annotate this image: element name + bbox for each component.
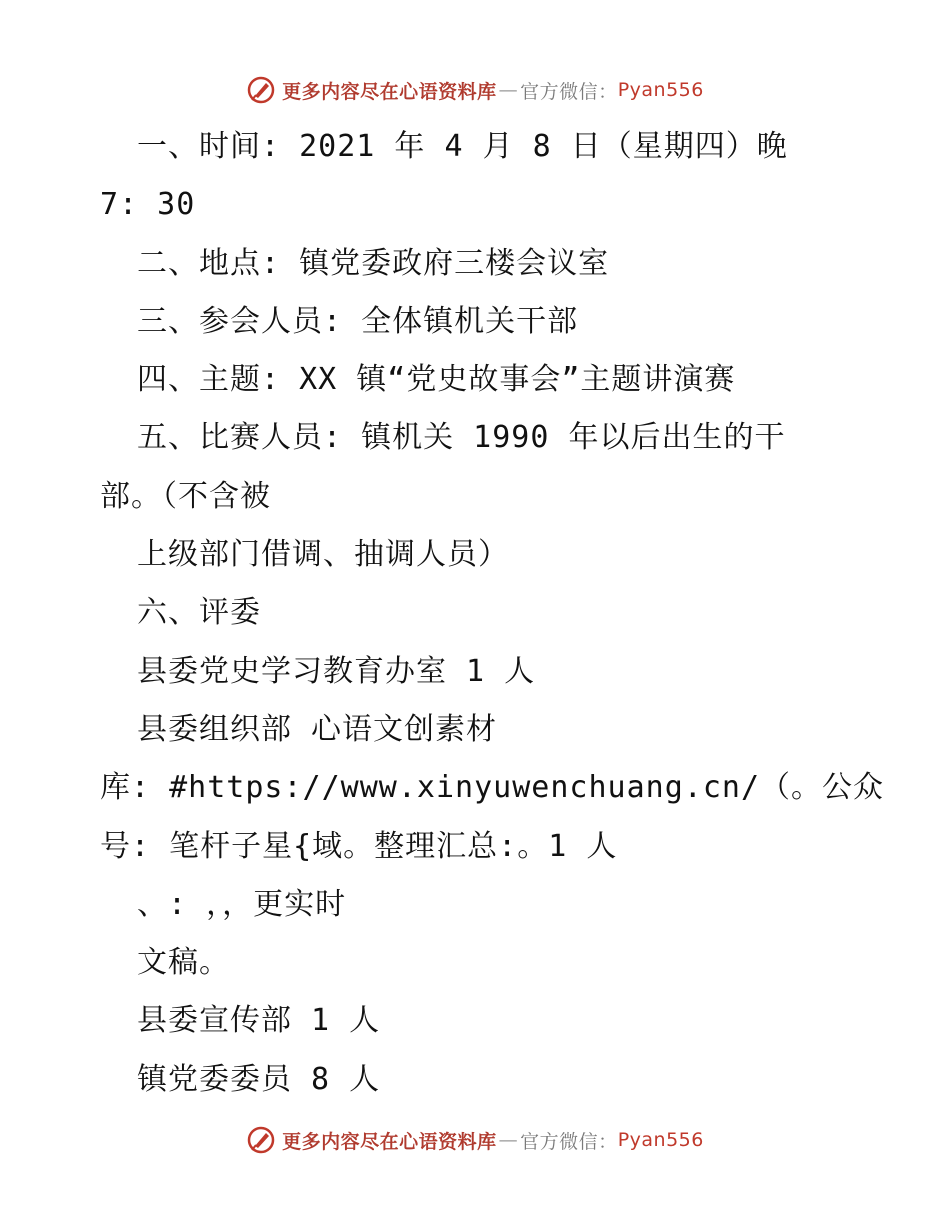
doc-line-judge-2: 县委组织部 心语文创素材 — [137, 711, 498, 747]
quill-logo-icon — [246, 1125, 276, 1155]
doc-line-fragment: 、: ，，更实时 — [137, 886, 347, 922]
watermark-main-text: 更多内容尽在心语资料库 — [282, 80, 497, 103]
watermark-sub-text: 官方微信： — [520, 80, 618, 103]
doc-line-contestants-note: 上级部门借调、抽调人员） — [137, 537, 509, 573]
watermark-main-text: 更多内容尽在心语资料库 — [282, 1130, 497, 1153]
doc-line-judges-heading: 六、评委 — [137, 595, 261, 631]
doc-line-judge-2-cont: 库: #https://www.xinyuwenchuang.cn/（。公众 — [100, 770, 885, 806]
doc-line-location: 二、地点: 镇党委政府三楼会议室 — [137, 245, 610, 281]
doc-line-contestants: 五、比赛人员: 镇机关 1990 年以后出生的干 — [137, 420, 786, 456]
watermark-wechat-id: Pyan556 — [617, 1129, 704, 1151]
doc-line-judge-2-cont2: 号: 笔杆子星{域。整理汇总:。1 人 — [100, 828, 618, 864]
watermark-sub-text: 官方微信： — [520, 1130, 618, 1153]
watermark-wechat-id: Pyan556 — [617, 79, 704, 101]
watermark-separator: — — [498, 79, 519, 101]
doc-line-time: 一、时间: 2021 年 4 月 8 日（星期四）晚 — [137, 129, 788, 164]
doc-line-judge-3: 县委宣传部 1 人 — [137, 1003, 381, 1039]
doc-line-judge-4: 镇党委委员 8 人 — [137, 1061, 381, 1097]
header-watermark — [0, 70, 950, 110]
doc-line-time-cont: 7: 30 — [100, 187, 196, 223]
doc-line-contestants-cont: 部。（不含被 — [100, 478, 271, 514]
doc-line-judge-1: 县委党史学习教育办室 1 人 — [137, 653, 536, 689]
doc-line-theme: 四、主题: XX 镇“党史故事会”主题讲演赛 — [137, 362, 736, 398]
watermark-separator: — — [498, 1129, 519, 1151]
doc-line-fragment-2: 文稿。 — [137, 945, 230, 981]
footer-watermark — [0, 1120, 950, 1160]
doc-line-attendees: 三、参会人员: 全体镇机关干部 — [137, 303, 579, 339]
document-body — [100, 118, 885, 1109]
quill-logo-icon — [246, 75, 276, 105]
